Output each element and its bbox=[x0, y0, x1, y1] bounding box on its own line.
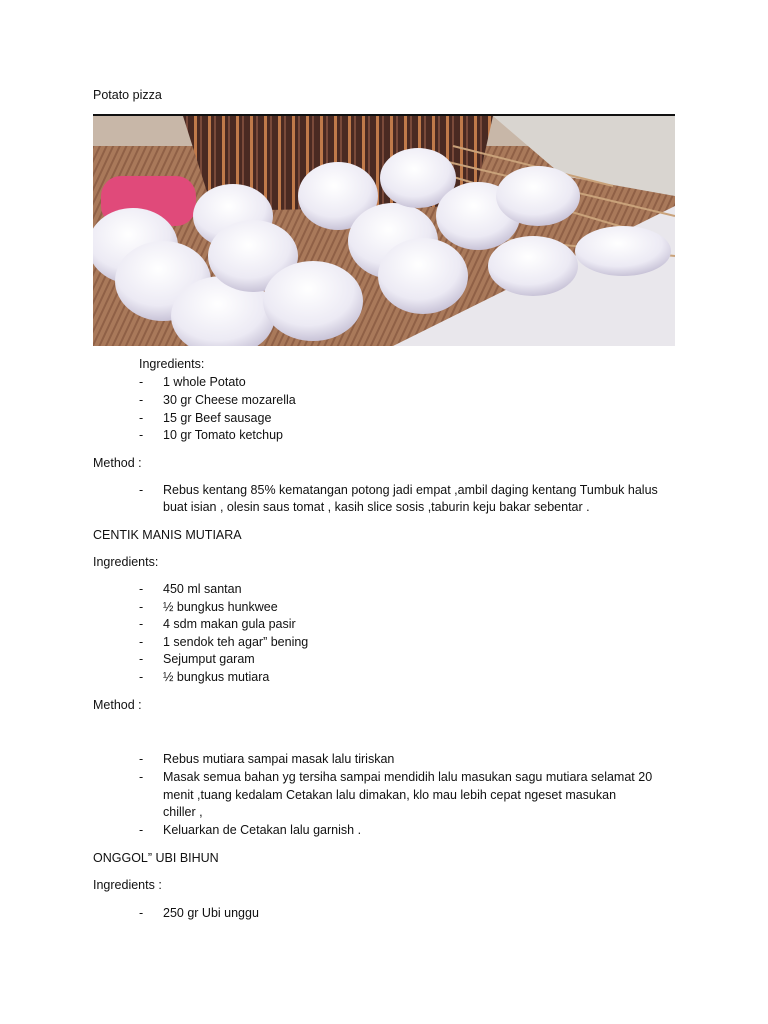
ingredient-item: 250 gr Ubi unggu bbox=[163, 906, 259, 920]
ingredient-item: 450 ml santan bbox=[163, 582, 242, 596]
bullet: - bbox=[139, 617, 144, 631]
method-step-line: chiller , bbox=[163, 805, 203, 819]
bullet: - bbox=[139, 652, 144, 666]
recipe-title-potato-pizza: Potato pizza bbox=[93, 88, 162, 102]
bullet: - bbox=[139, 635, 144, 649]
ingredients-label: Ingredients: bbox=[93, 555, 159, 569]
ingredient-item: ½ bungkus mutiara bbox=[163, 670, 270, 684]
method-step-line: Rebus kentang 85% kematangan potong jadi empat ,ambil daging kentang Tumbuk halus bbox=[163, 483, 658, 497]
bullet: - bbox=[139, 582, 144, 596]
method-label: Method : bbox=[93, 456, 142, 470]
ingredient-item: 4 sdm makan gula pasir bbox=[163, 617, 296, 631]
recipe-title-centik-manis-mutiara: CENTIK MANIS MUTIARA bbox=[93, 528, 242, 542]
ingredient-item: 15 gr Beef sausage bbox=[163, 411, 272, 425]
ingredient-item: 1 sendok teh agar” bening bbox=[163, 635, 309, 649]
ingredient-item: 10 gr Tomato ketchup bbox=[163, 428, 283, 442]
snack-photo-image bbox=[93, 116, 675, 346]
method-step-line: buat isian , olesin saus tomat , kasih slice sosis ,taburin keju bakar sebentar . bbox=[163, 500, 590, 514]
ingredient-item: 1 whole Potato bbox=[163, 375, 246, 389]
bullet: - bbox=[139, 375, 144, 389]
bullet: - bbox=[139, 428, 144, 442]
recipe-photo bbox=[93, 114, 675, 346]
bullet: - bbox=[139, 483, 144, 497]
bullet: - bbox=[139, 752, 144, 766]
bullet: - bbox=[139, 411, 144, 425]
method-label: Method : bbox=[93, 698, 142, 712]
method-step-line: Rebus mutiara sampai masak lalu tiriskan bbox=[163, 752, 395, 766]
bullet: - bbox=[139, 393, 144, 407]
ingredient-item: ½ bungkus hunkwee bbox=[163, 600, 278, 614]
bullet: - bbox=[139, 670, 144, 684]
ingredient-item: 30 gr Cheese mozarella bbox=[163, 393, 296, 407]
method-step-line: menit ,tuang kedalam Cetakan lalu dimakan, klo mau lebih cepat ngeset masukan bbox=[163, 788, 617, 802]
recipe-title-onggol-ubi-bihun: ONGGOL” UBI BIHUN bbox=[93, 851, 219, 865]
ingredients-label: Ingredients : bbox=[93, 878, 162, 892]
bullet: - bbox=[139, 770, 144, 784]
method-step-line: Keluarkan de Cetakan lalu garnish . bbox=[163, 823, 362, 837]
bullet: - bbox=[139, 906, 144, 920]
method-step-line: Masak semua bahan yg tersiha sampai mendidih lalu masukan sagu mutiara selamat 20 bbox=[163, 770, 653, 784]
bullet: - bbox=[139, 823, 144, 837]
ingredients-label: Ingredients: bbox=[139, 357, 205, 371]
ingredient-item: Sejumput garam bbox=[163, 652, 255, 666]
bullet: - bbox=[139, 600, 144, 614]
